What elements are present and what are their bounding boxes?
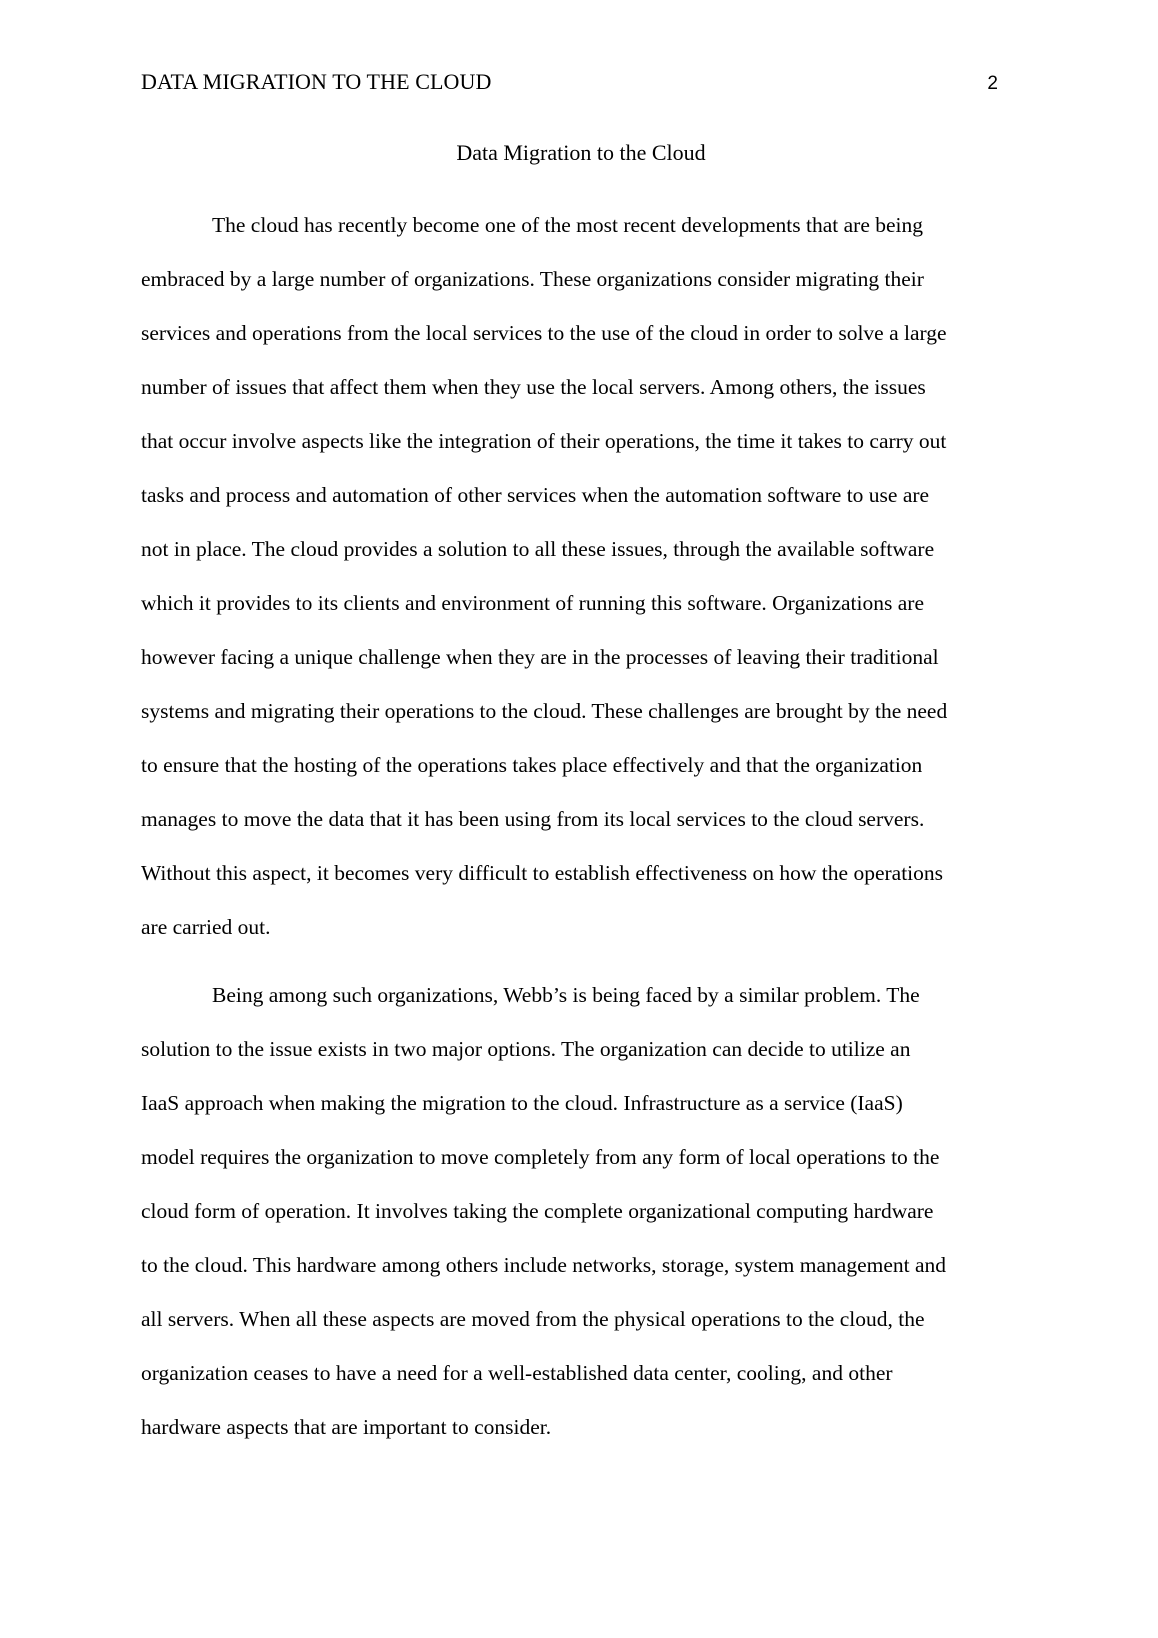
paragraph-line: not in place. The cloud provides a solution to all these issues, through the available software — [141, 537, 935, 561]
paragraph-line: to the cloud. This hardware among others include networks, storage, system management and — [141, 1253, 947, 1277]
paragraph-line: solution to the issue exists in two major options. The organization can decide to utilize an — [141, 1037, 911, 1061]
paragraph-line: cloud form of operation. It involves taking the complete organizational computing hardware — [141, 1199, 934, 1223]
paragraph-line: organization ceases to have a need for a well-established data center, cooling, and other — [141, 1361, 893, 1385]
paragraph-line: that occur involve aspects like the integration of their operations, the time it takes to carry out — [141, 429, 947, 453]
paragraph-line: number of issues that affect them when they use the local servers. Among others, the issues — [141, 375, 926, 399]
paragraph-line: services and operations from the local services to the use of the cloud in order to solve a large — [141, 321, 947, 345]
paragraph-line: IaaS approach when making the migration to the cloud. Infrastructure as a service (IaaS) — [141, 1091, 903, 1115]
paragraph-line: Without this aspect, it becomes very difficult to establish effectiveness on how the operations — [141, 861, 944, 885]
paragraph-line: manages to move the data that it has been using from its local services to the cloud servers. — [141, 807, 925, 831]
paragraph-line: The cloud has recently become one of the most recent developments that are being — [212, 213, 924, 237]
paragraph-line: to ensure that the hosting of the operations takes place effectively and that the organization — [141, 753, 923, 777]
running-head: DATA MIGRATION TO THE CLOUD — [141, 69, 492, 94]
paragraph-line: model requires the organization to move completely from any form of local operations to the — [141, 1145, 940, 1169]
paragraph-line: are carried out. — [141, 915, 271, 939]
paragraph-line: all servers. When all these aspects are moved from the physical operations to the cloud, the — [141, 1307, 925, 1331]
paragraph-line: which it provides to its clients and environment of running this software. Organizations are — [141, 591, 924, 615]
paragraph-line: tasks and process and automation of other services when the automation software to use are — [141, 483, 930, 507]
paragraph-2 — [141, 968, 1031, 1454]
page-number: 2 — [987, 73, 998, 94]
paragraph-line: embraced by a large number of organizations. These organizations consider migrating their — [141, 267, 924, 291]
paragraph-line: Being among such organizations, Webb’s is being faced by a similar problem. The — [212, 983, 920, 1007]
paragraph-1 — [141, 198, 1031, 954]
paragraph-line: however facing a unique challenge when they are in the processes of leaving their traditional — [141, 645, 939, 669]
paragraph-line: hardware aspects that are important to consider. — [141, 1415, 552, 1439]
document-title: Data Migration to the Cloud — [456, 140, 706, 165]
paragraph-line: systems and migrating their operations to the cloud. These challenges are brought by the need — [141, 699, 948, 723]
